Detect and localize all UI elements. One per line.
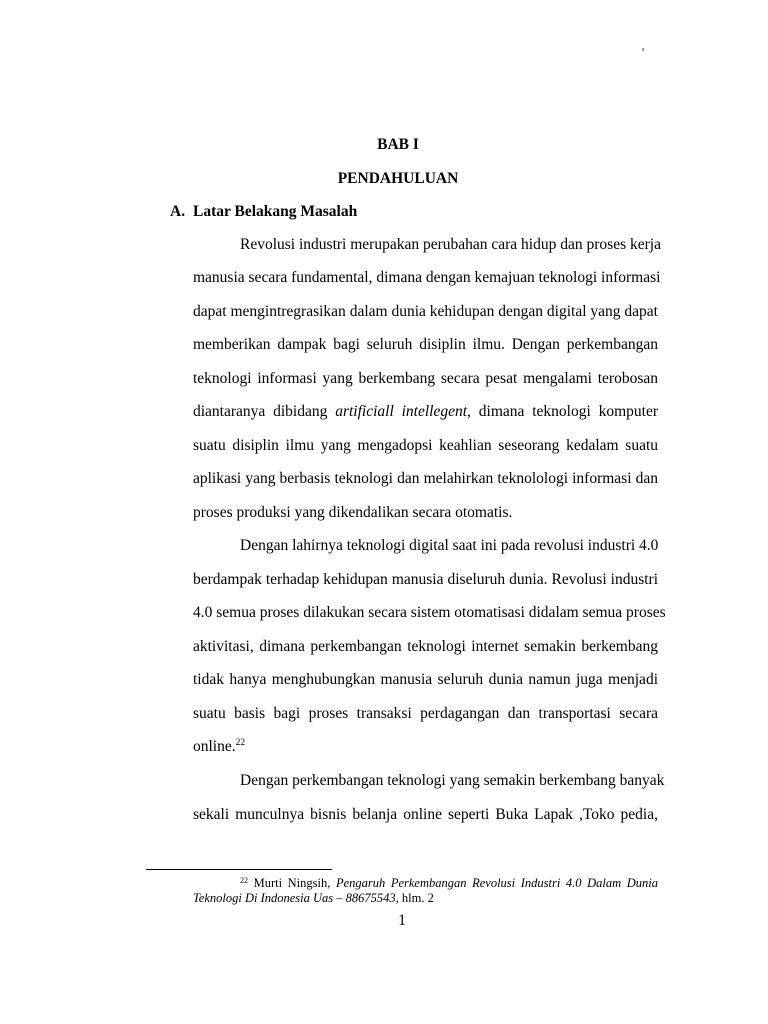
paragraph-line bbox=[193, 738, 658, 756]
footnote-divider bbox=[146, 869, 332, 870]
paragraph-line: memberikan dampak bagi seluruh disiplin ilmu. Dengan perkembangan bbox=[193, 336, 658, 353]
paragraph-line: 4.0 semua proses dilakukan secara sistem otomatisasi didalam semua proses bbox=[193, 604, 666, 621]
page-number: 1 bbox=[398, 912, 406, 929]
section-title: Latar Belakang Masalah bbox=[193, 203, 358, 220]
paragraph-line: berdampak terhadap kehidupan manusia diseluruh dunia. Revolusi industri bbox=[193, 571, 658, 588]
line-text: , dimana teknologi komputer bbox=[467, 403, 659, 420]
section-heading bbox=[170, 203, 357, 221]
section-number: A. bbox=[170, 203, 186, 220]
paragraph-line: Dengan perkembangan teknologi yang semakin berkembang banyak bbox=[240, 772, 665, 789]
italic-term: artificiall intellegent bbox=[335, 403, 468, 420]
paragraph-line: manusia secara fundamental, dimana dengan kemajuan teknologi informasi bbox=[193, 269, 661, 286]
paragraph-line: aplikasi yang berbasis teknologi dan melahirkan teknolologi informasi dan bbox=[193, 470, 658, 487]
paragraph-line: Revolusi industri merupakan perubahan cara hidup dan proses kerja bbox=[240, 236, 661, 253]
paragraph-line: aktivitasi, dimana perkembangan teknologi internet semakin berkembang bbox=[193, 638, 658, 655]
chapter-title: PENDAHULUAN bbox=[337, 170, 459, 187]
footnote-title: Pengaruh Perkembangan Revolusi Industri 4.0 Dalam Dunia bbox=[335, 876, 658, 890]
footnote-reference: 22 bbox=[235, 738, 246, 748]
footnote-number: 22 bbox=[240, 876, 248, 885]
paragraph-line: proses produksi yang dikendalikan secara otomatis. bbox=[193, 504, 513, 521]
footnote-title: Teknologi Di Indonesia Uas – 88675543 bbox=[193, 891, 396, 905]
paragraph-line: tidak hanya menghubungkan manusia seluruh dunia namun juga menjadi bbox=[193, 671, 658, 688]
paragraph-line: teknologi informasi yang berkembang secara pesat mengalami terobosan bbox=[193, 370, 658, 387]
paragraph-line: suatu basis bagi proses transaksi perdagangan dan transportasi secara bbox=[193, 705, 658, 722]
footnote-line bbox=[193, 891, 434, 906]
footnote-suffix: , hlm. 2 bbox=[395, 891, 434, 905]
paragraph-line: suatu disiplin ilmu yang mengadopsi keahlian seseorang kedalam suatu bbox=[193, 437, 658, 454]
header-mark: ' bbox=[642, 45, 645, 59]
paragraph-line: dapat mengintregrasikan dalam dunia kehidupan dengan digital yang dapat bbox=[193, 303, 658, 320]
chapter-label: BAB I bbox=[377, 136, 419, 153]
paragraph-line bbox=[193, 403, 658, 421]
paragraph-line: sekali munculnya bisnis belanja online seperti Buka Lapak ,Toko pedia, bbox=[193, 806, 658, 823]
paragraph-line: Dengan lahirnya teknologi digital saat ini pada revolusi industri 4.0 bbox=[240, 537, 659, 554]
line-text: online. bbox=[193, 738, 236, 755]
footnote-author: Murti Ningsih, bbox=[248, 876, 336, 890]
footnote-line bbox=[240, 876, 658, 891]
line-text: diantaranya dibidang bbox=[193, 403, 336, 420]
